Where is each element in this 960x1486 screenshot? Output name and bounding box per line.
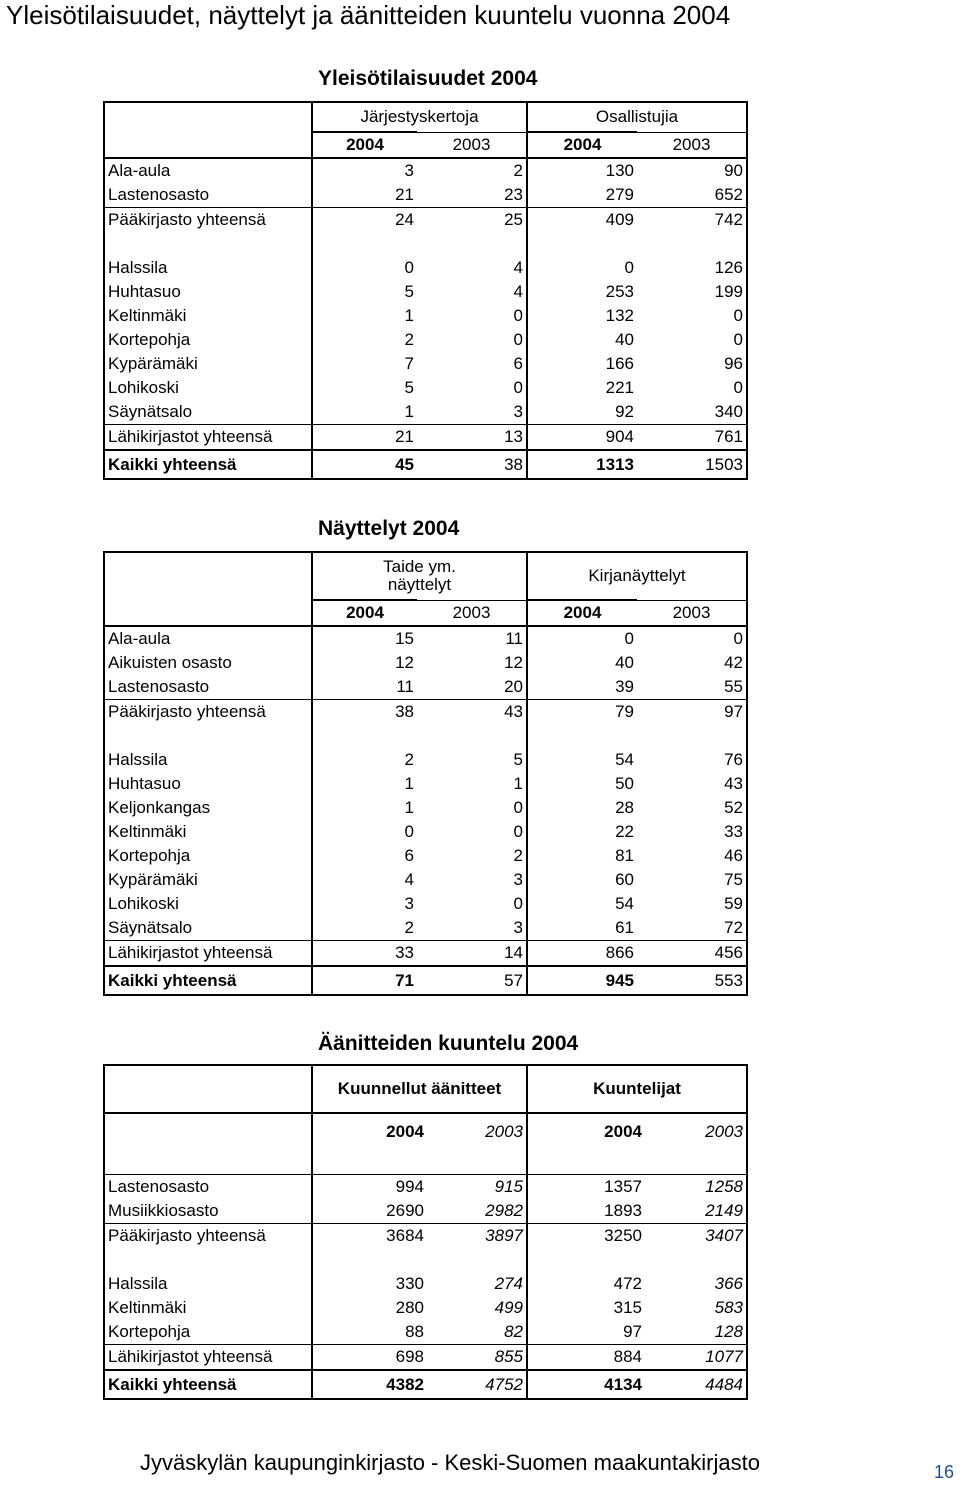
table-row: Lähikirjastot yhteensä 698 855 884 1077 bbox=[104, 1345, 747, 1371]
table-row: Pääkirjasto yhteensä 38 43 79 97 bbox=[104, 700, 747, 725]
table-title-exhibitions: Näyttelyt 2004 bbox=[318, 517, 460, 540]
table-row: Keltinmäki 1 0 132 0 bbox=[104, 304, 747, 328]
table-row-total: Kaikki yhteensä 45 38 1313 1503 bbox=[104, 450, 747, 479]
table-row: Musiikkiosasto 2690 2982 1893 2149 bbox=[104, 1199, 747, 1224]
table-row: Lastenosasto 21 23 279 652 bbox=[104, 183, 747, 208]
table-title-listening: Äänitteiden kuuntelu 2004 bbox=[318, 1032, 579, 1055]
group-header-book-exhibitions: Kirjanäyttelyt bbox=[527, 552, 747, 600]
group-header-listeners: Kuuntelijat bbox=[527, 1065, 747, 1113]
table-row: Ala-aula 3 2 130 90 bbox=[104, 158, 747, 183]
table-row: Säynätsalo 1 3 92 340 bbox=[104, 400, 747, 425]
table-row: Kortepohja 2 0 40 0 bbox=[104, 328, 747, 352]
table-row: Keljonkangas 1 0 28 52 bbox=[104, 796, 747, 820]
table-row: Halssila 330 274 472 366 bbox=[104, 1272, 747, 1296]
table-row: Pääkirjasto yhteensä 3684 3897 3250 3407 bbox=[104, 1224, 747, 1249]
table-title-events: Yleisötilaisuudet 2004 bbox=[318, 67, 538, 90]
table-row: Lähikirjastot yhteensä 21 13 904 761 bbox=[104, 425, 747, 451]
year-header: 2003 bbox=[417, 132, 527, 158]
page-title: Yleisötilaisuudet, näyttelyt ja äänitteiden kuuntelu vuonna 2004 bbox=[6, 0, 731, 30]
table-row: Lastenosasto 994 915 1357 1258 bbox=[104, 1175, 747, 1200]
year-header: 2003 bbox=[637, 132, 747, 158]
events-table bbox=[103, 101, 748, 480]
table-row-total: Kaikki yhteensä 71 57 945 553 bbox=[104, 966, 747, 995]
page-number: 16 bbox=[934, 1462, 955, 1482]
table-row: Kortepohja 6 2 81 46 bbox=[104, 844, 747, 868]
table-row: Lastenosasto 11 20 39 55 bbox=[104, 675, 747, 700]
year-header: 2004 bbox=[312, 132, 417, 158]
exhibitions-table bbox=[103, 551, 748, 996]
year-header: 2003 bbox=[637, 600, 747, 626]
table-row: Ala-aula 15 11 0 0 bbox=[104, 626, 747, 651]
table-row: Säynätsalo 2 3 61 72 bbox=[104, 916, 747, 941]
group-header-listened-recordings: Kuunnellut äänitteet bbox=[312, 1065, 527, 1113]
table-row: Halssila 2 5 54 76 bbox=[104, 748, 747, 772]
table-row: Aikuisten osasto 12 12 40 42 bbox=[104, 651, 747, 675]
table-row: Lohikoski 5 0 221 0 bbox=[104, 376, 747, 400]
table-row: Pääkirjasto yhteensä 24 25 409 742 bbox=[104, 208, 747, 233]
table-row: Kypärämäki 4 3 60 75 bbox=[104, 868, 747, 892]
year-header: 2003 bbox=[427, 1113, 527, 1150]
group-header-art-exhibitions: Taide ym. näyttelyt bbox=[312, 552, 527, 600]
table-row: Keltinmäki 280 499 315 583 bbox=[104, 1296, 747, 1320]
table-row: Huhtasuo 1 1 50 43 bbox=[104, 772, 747, 796]
year-header: 2003 bbox=[417, 600, 527, 626]
listening-table bbox=[103, 1064, 748, 1400]
table-row-total: Kaikki yhteensä 4382 4752 4134 4484 bbox=[104, 1370, 747, 1399]
year-header: 2004 bbox=[527, 600, 637, 626]
group-header-participants: Osallistujia bbox=[527, 102, 747, 132]
year-header: 2004 bbox=[527, 132, 637, 158]
table-row: Huhtasuo 5 4 253 199 bbox=[104, 280, 747, 304]
table-row: Lähikirjastot yhteensä 33 14 866 456 bbox=[104, 941, 747, 967]
table-row: Keltinmäki 0 0 22 33 bbox=[104, 820, 747, 844]
year-header: 2004 bbox=[312, 600, 417, 626]
table-row: Halssila 0 4 0 126 bbox=[104, 256, 747, 280]
table-row: Lohikoski 3 0 54 59 bbox=[104, 892, 747, 916]
group-header-events-count: Järjestyskertoja bbox=[312, 102, 527, 132]
year-header: 2003 bbox=[645, 1113, 747, 1150]
table-row: Kortepohja 88 82 97 128 bbox=[104, 1320, 747, 1345]
year-header: 2004 bbox=[312, 1113, 427, 1150]
table-row: Kypärämäki 7 6 166 96 bbox=[104, 352, 747, 376]
footer-text: Jyväskylän kaupunginkirjasto - Keski-Suomen maakuntakirjasto bbox=[140, 1450, 760, 1475]
year-header: 2004 bbox=[527, 1113, 645, 1150]
